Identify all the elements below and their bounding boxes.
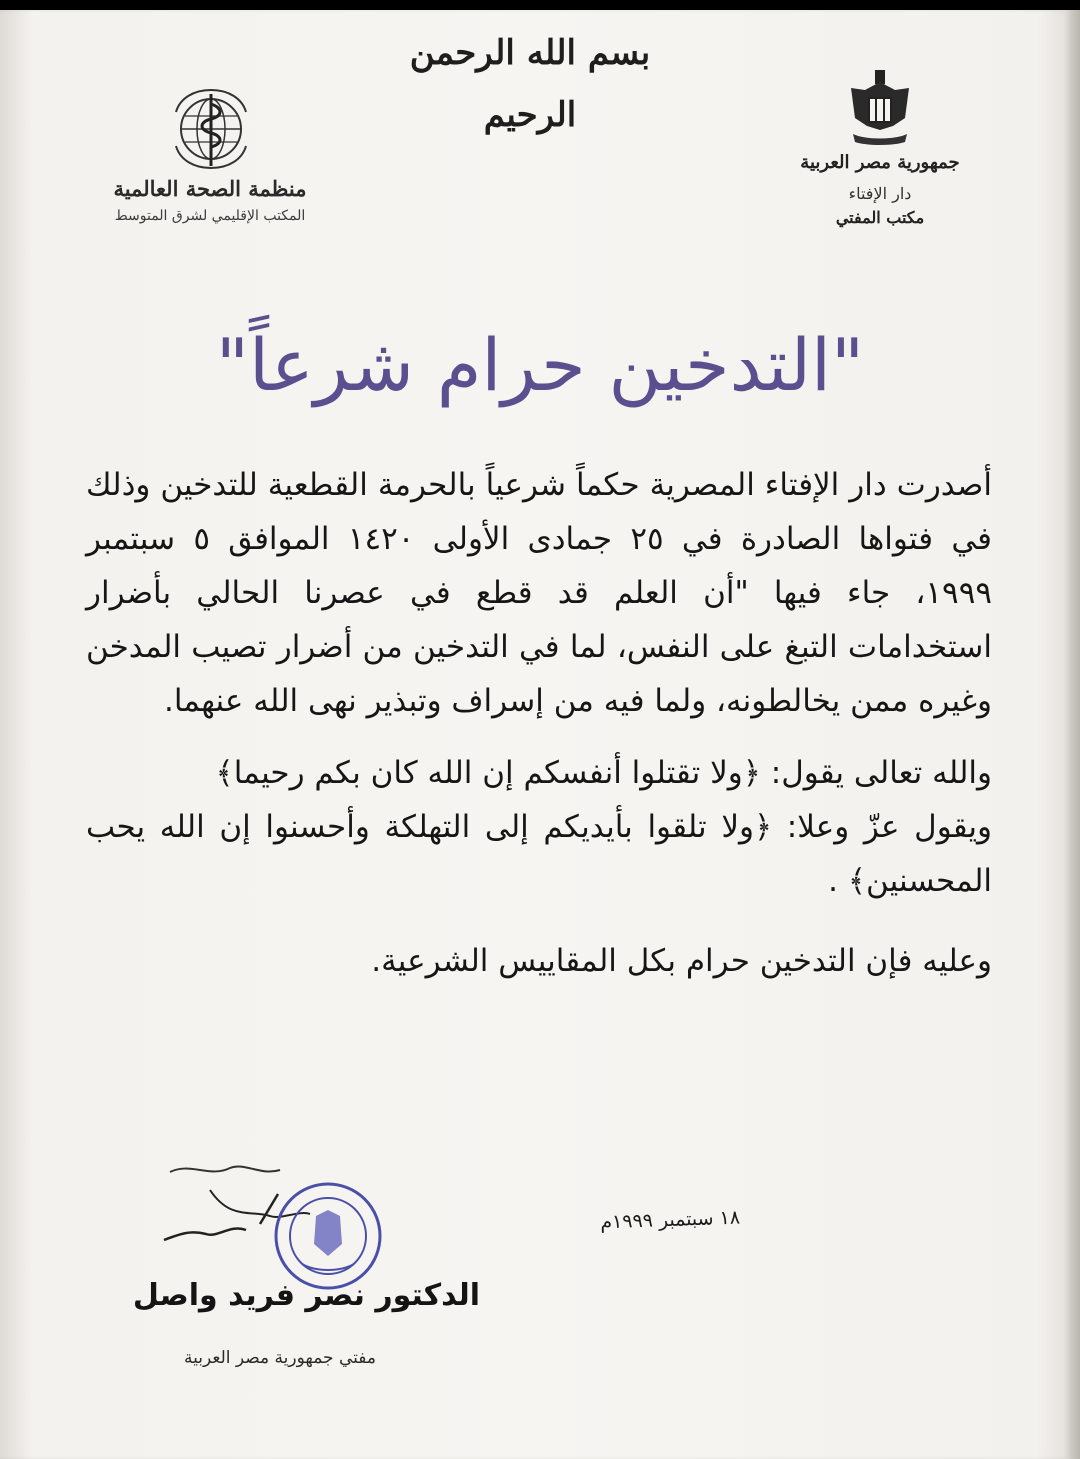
signatory-title: مفتي جمهورية مصر العربية xyxy=(184,1348,376,1368)
document-body xyxy=(86,458,992,988)
conclusion-paragraph: وعليه فإن التدخين حرام بكل المقاييس الشرعية. xyxy=(371,943,992,979)
who-emblem-icon xyxy=(168,86,254,172)
top-border xyxy=(0,0,1080,10)
basmala: بسم الله الرحمن الرحيم xyxy=(409,33,651,135)
fatwa-paragraph: أصدرت دار الإفتاء المصرية حكماً شرعياً بالحرمة القطعية للتدخين وذلك في فتواها الصادرة في ٢٥ جمادى الأولى ١٤٢٠ الموافق ٥ سبتمبر ١٩٩٩، جاء فيها "أن العلم قد قطع في عصرنا الحالي بأضرار استخدامات التبغ على النفس، لما في التدخين من أضرار تصيب المدخن وغيره ممن يخالطونه، ولما فيه من إسراف وتبذير نهى الله عنهما. xyxy=(86,467,992,719)
egypt-eagle-icon xyxy=(845,68,915,146)
quran-citations xyxy=(86,746,992,908)
paper-edge xyxy=(1070,10,1080,1459)
who-subtitle: المكتب الإقليمي لشرق المتوسط xyxy=(114,208,306,224)
egypt-department: دار الإفتاء xyxy=(848,184,912,203)
quran-verse-2: ويقول عزّ وعلا: ﴿ولا تلقوا بأيديكم إلى التهلكة وأحسنوا إن الله يحب المحسنين﴾ . xyxy=(86,809,992,899)
official-seal-icon xyxy=(272,1180,384,1292)
who-header xyxy=(110,80,310,255)
signatory-name: الدكتور نصر فريد واصل xyxy=(132,1278,480,1313)
quran-verse-1: والله تعالى يقول: ﴿ولا تقتلوا أنفسكم إن الله كان بكم رحيما﴾ xyxy=(215,755,992,791)
egypt-header xyxy=(780,60,980,250)
signature-date: ١٨ سبتمبر ١٩٩٩م xyxy=(599,1206,741,1234)
egypt-country-name: جمهورية مصر العربية xyxy=(800,152,960,173)
who-name: منظمة الصحة العالمية xyxy=(113,176,307,201)
egypt-office: مكتب المفتي xyxy=(835,208,925,227)
document-headline: "التدخين حرام شرعاً" xyxy=(215,323,865,407)
